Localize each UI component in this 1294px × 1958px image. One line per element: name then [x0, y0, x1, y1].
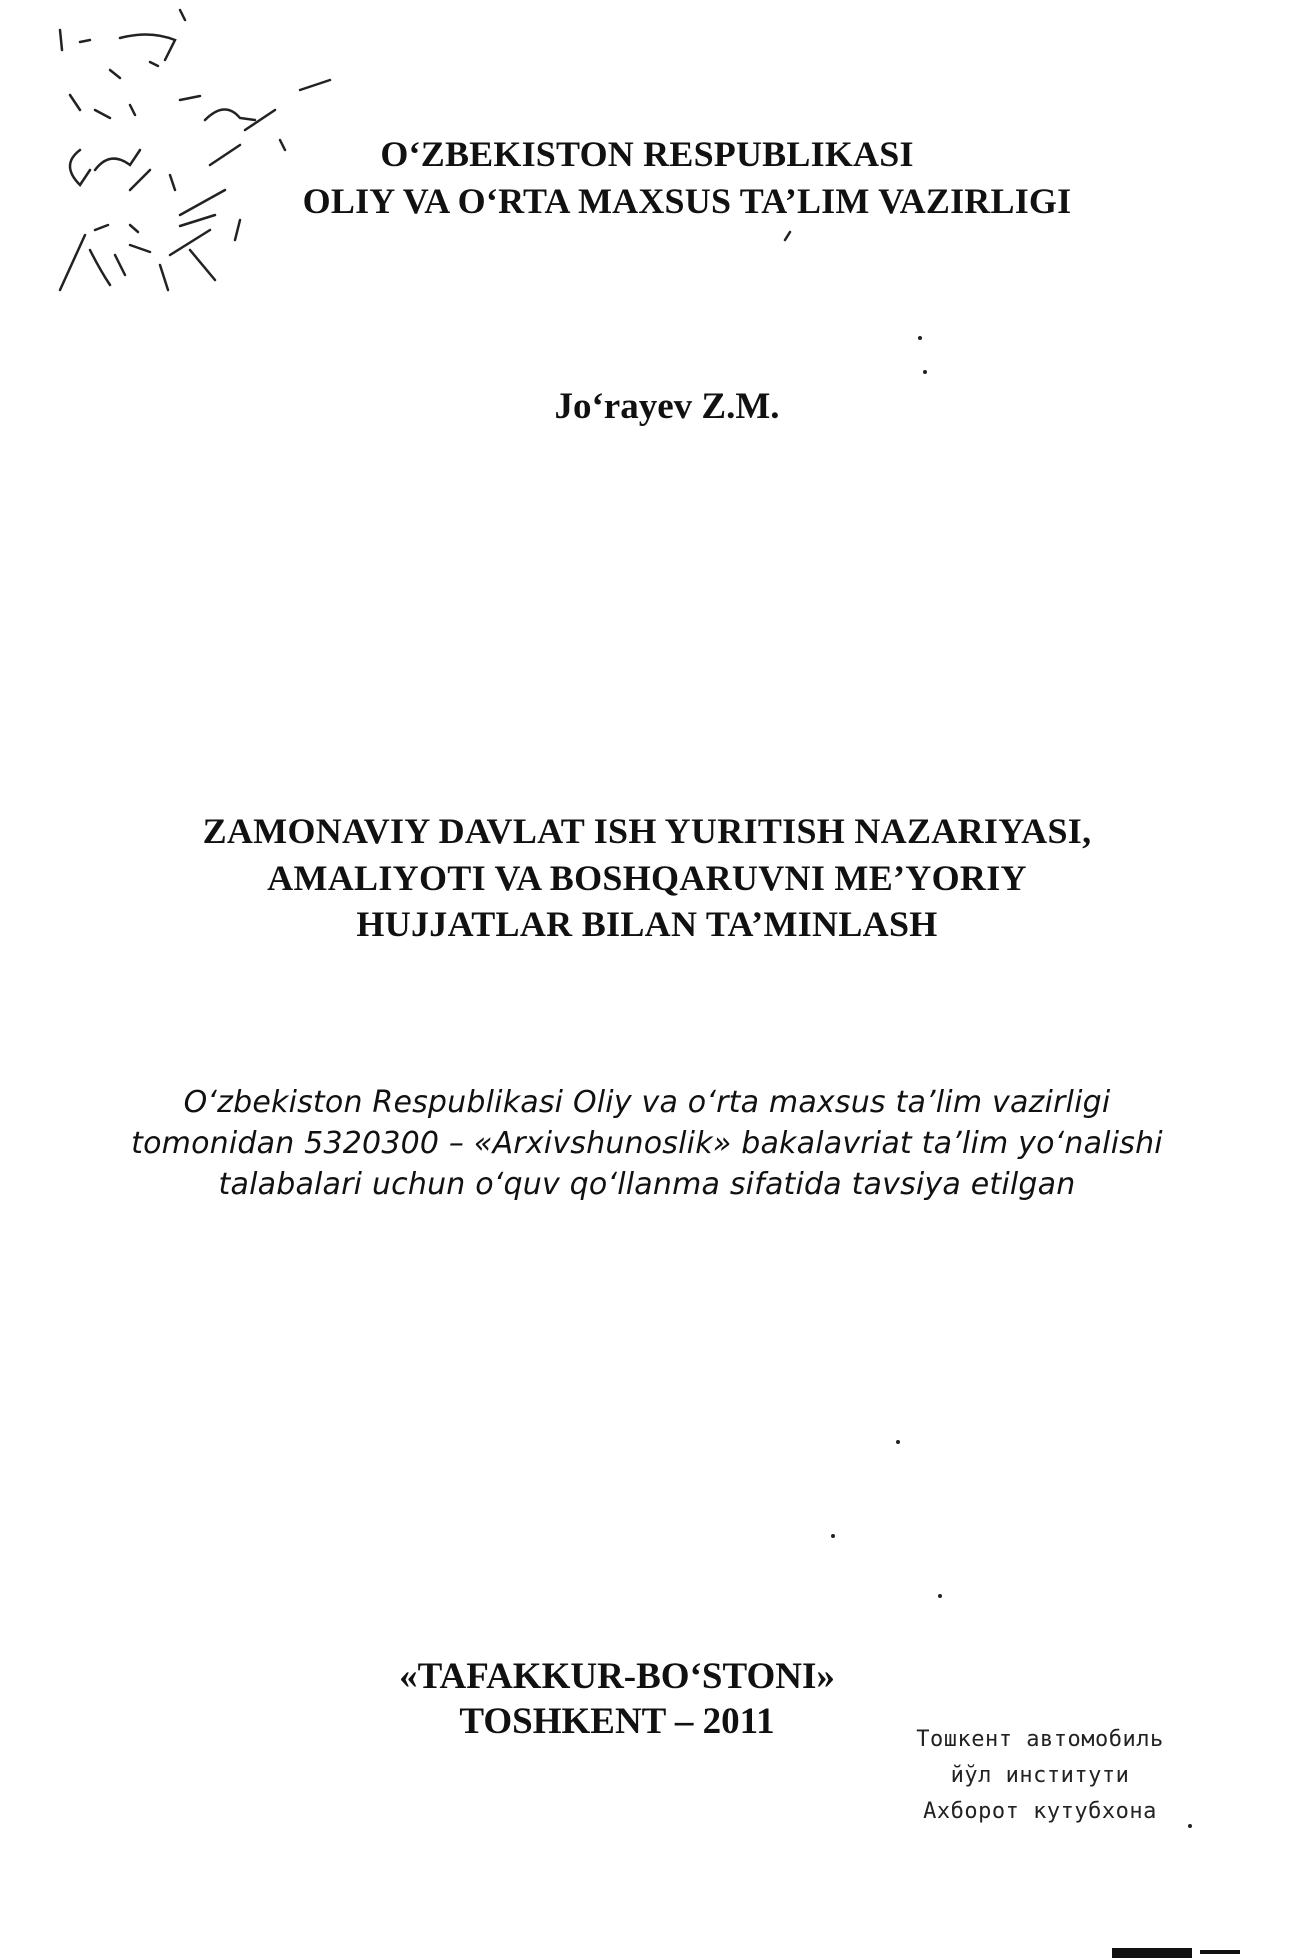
ministry-line-1: O‘ZBEKISTON RESPUBLIKASI	[380, 134, 914, 174]
publisher-name: «TAFAKKUR-BO‘STONI»	[399, 1656, 835, 1697]
recommendation-line-3: talabalari uchun o‘quv qo‘llanma sifatida tavsiya etilgan	[218, 1167, 1076, 1202]
recommendation-line-1: O‘zbekiston Respublikasi Oliy va o‘rta maxsus ta’lim vazirligi	[183, 1085, 1111, 1120]
library-stamp	[880, 1722, 1200, 1830]
book-title-line-3: HUJJATLAR BILAN TA’MINLASH	[356, 904, 938, 944]
publisher-city-year: TOSHKENT – 2011	[459, 1701, 775, 1742]
author-name: Jo‘rayev Z.M.	[554, 386, 780, 427]
book-title-line-1: ZAMONAVIY DAVLAT ISH YURITISH NAZARIYASI,	[202, 811, 1092, 851]
stamp-line-2: йўл институти	[950, 1763, 1130, 1788]
ministry-line-2: OLIY VA O‘RTA MAXSUS TA’LIM VAZIRLIGI	[302, 181, 1072, 221]
stamp-line-1: Тошкент автомобиль	[916, 1727, 1164, 1752]
scan-artifact-bar-small	[1200, 1950, 1240, 1954]
recommendation-line-2: tomonidan 5320300 – «Arxivshunoslik» bakalavriat ta’lim yo‘nalishi	[131, 1126, 1163, 1161]
scan-artifact-bar	[1112, 1948, 1192, 1958]
book-title-line-2: AMALIYOTI VA BOSHQARUVNI ME’YORIY	[267, 858, 1027, 898]
stamp-line-3: Ахборот кутубхона	[923, 1799, 1157, 1824]
